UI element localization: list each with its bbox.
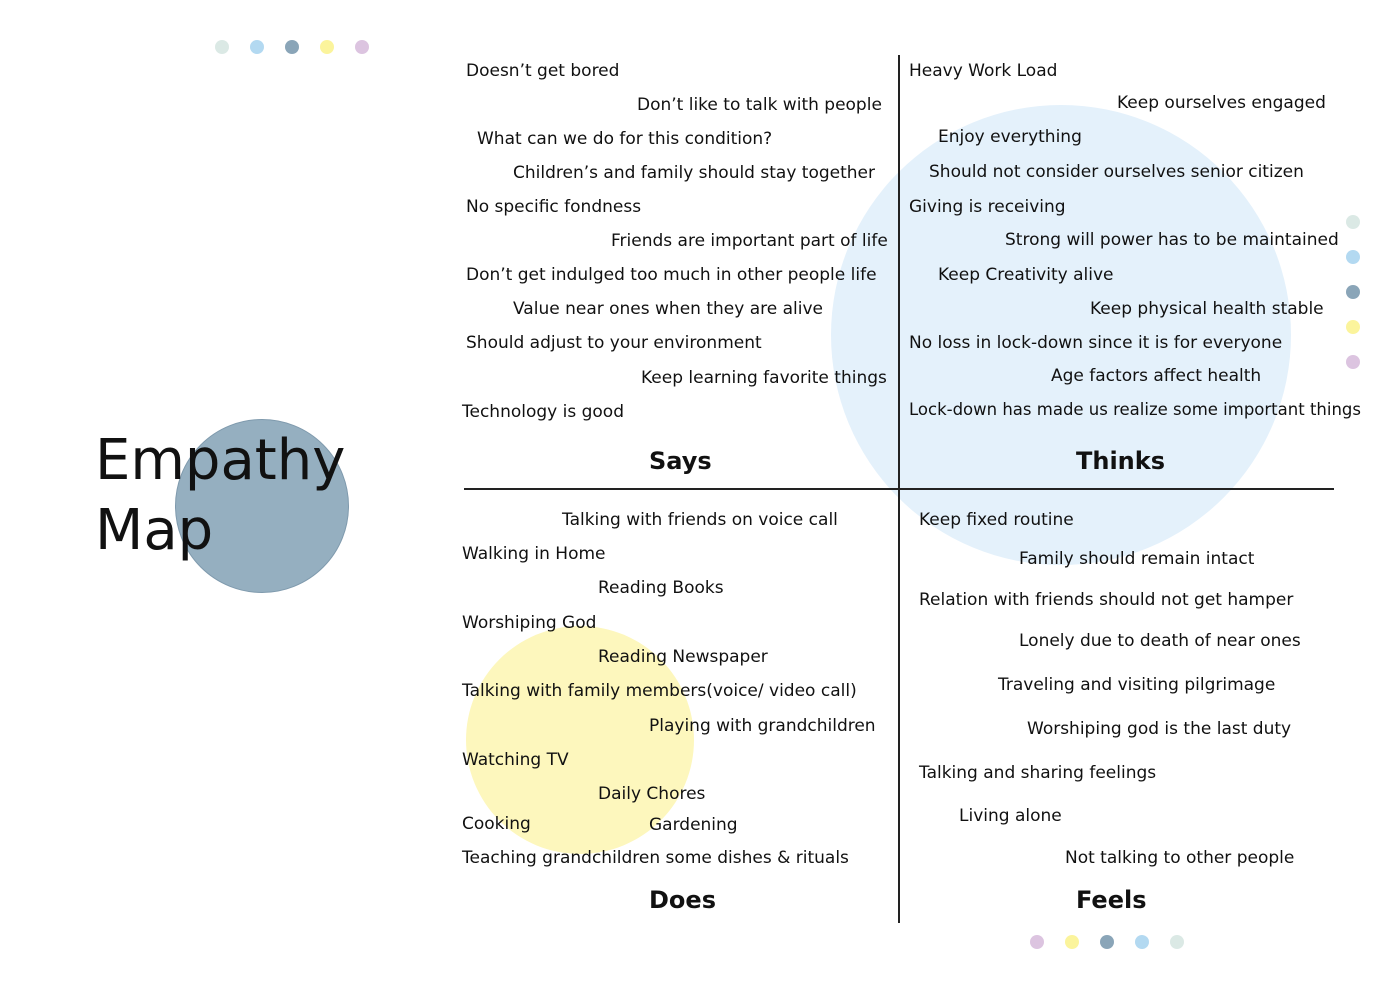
thinks-item: Keep ourselves engaged	[1117, 93, 1326, 113]
thinks-item: Keep physical health stable	[1090, 299, 1324, 319]
says-item: Value near ones when they are alive	[513, 299, 823, 319]
feels-item: Keep fixed routine	[919, 510, 1074, 530]
does-item: Gardening	[649, 815, 738, 835]
thinks-item: Keep Creativity alive	[938, 265, 1114, 285]
thinks-item: No loss in lock-down since it is for everyone	[909, 333, 1283, 353]
feels-item: Relation with friends should not get hamper	[919, 590, 1294, 610]
thinks-item: Heavy Work Load	[909, 61, 1058, 81]
feels-item: Traveling and visiting pilgrimage	[998, 675, 1276, 695]
says-item: Don’t like to talk with people	[637, 95, 882, 115]
thinks-label: Thinks	[1076, 447, 1166, 475]
does-item: Reading Newspaper	[598, 647, 768, 667]
thinks-item: Giving is receiving	[909, 197, 1066, 217]
does-item: Daily Chores	[598, 784, 706, 804]
dot-sky	[1135, 935, 1149, 949]
says-item: Friends are important part of life	[611, 231, 888, 251]
says-label: Says	[649, 447, 712, 475]
dot-mint	[1346, 215, 1360, 229]
page-title	[95, 426, 345, 566]
dot-lavender	[1346, 355, 1360, 369]
feels-item: Living alone	[959, 806, 1062, 826]
feels-label: Feels	[1076, 886, 1147, 914]
thinks-item: Age factors affect health	[1051, 366, 1262, 386]
says-item: Children’s and family should stay together	[513, 163, 875, 183]
says-item: Technology is good	[462, 402, 624, 422]
thinks-item: Lock-down has made us realize some important things	[909, 400, 1361, 419]
dot-sky	[250, 40, 264, 54]
does-item: Cooking	[462, 814, 531, 834]
feels-item: Talking and sharing feelings	[919, 763, 1157, 783]
dot-yellow	[1346, 320, 1360, 334]
does-label: Does	[649, 886, 716, 914]
dot-sky	[1346, 250, 1360, 264]
does-item: Watching TV	[462, 750, 569, 770]
dot-slate	[1346, 285, 1360, 299]
thinks-item: Strong will power has to be maintained	[1005, 230, 1339, 250]
horizontal-divider	[464, 488, 1334, 490]
does-item: Talking with friends on voice call	[562, 510, 838, 530]
dot-slate	[285, 40, 299, 54]
says-item: Should adjust to your environment	[466, 333, 762, 353]
does-item: Worshiping God	[462, 613, 597, 633]
says-item: No specific fondness	[466, 197, 642, 217]
dot-slate	[1100, 935, 1114, 949]
feels-item: Not talking to other people	[1065, 848, 1295, 868]
says-item: Doesn’t get bored	[466, 61, 620, 81]
says-item: Don’t get indulged too much in other people life	[466, 265, 877, 285]
thinks-item: Enjoy everything	[938, 127, 1082, 147]
dot-yellow	[320, 40, 334, 54]
dot-lavender	[1030, 935, 1044, 949]
dot-mint	[1170, 935, 1184, 949]
does-item: Talking with family members(voice/ video call)	[462, 681, 857, 701]
thinks-item: Should not consider ourselves senior citizen	[929, 162, 1304, 182]
does-item: Teaching grandchildren some dishes & rituals	[462, 848, 849, 868]
does-item: Walking in Home	[462, 544, 606, 564]
does-item: Playing with grandchildren	[649, 716, 876, 736]
dot-yellow	[1065, 935, 1079, 949]
title-line-2: Map	[95, 498, 214, 563]
feels-item: Lonely due to death of near ones	[1019, 631, 1301, 651]
says-item: What can we do for this condition?	[477, 129, 773, 149]
feels-item: Worshiping god is the last duty	[1027, 719, 1292, 739]
feels-item: Family should remain intact	[1019, 549, 1255, 569]
dot-mint	[215, 40, 229, 54]
says-item: Keep learning favorite things	[641, 368, 887, 388]
does-item: Reading Books	[598, 578, 724, 598]
dot-lavender	[355, 40, 369, 54]
title-line-1: Empathy	[95, 428, 346, 493]
